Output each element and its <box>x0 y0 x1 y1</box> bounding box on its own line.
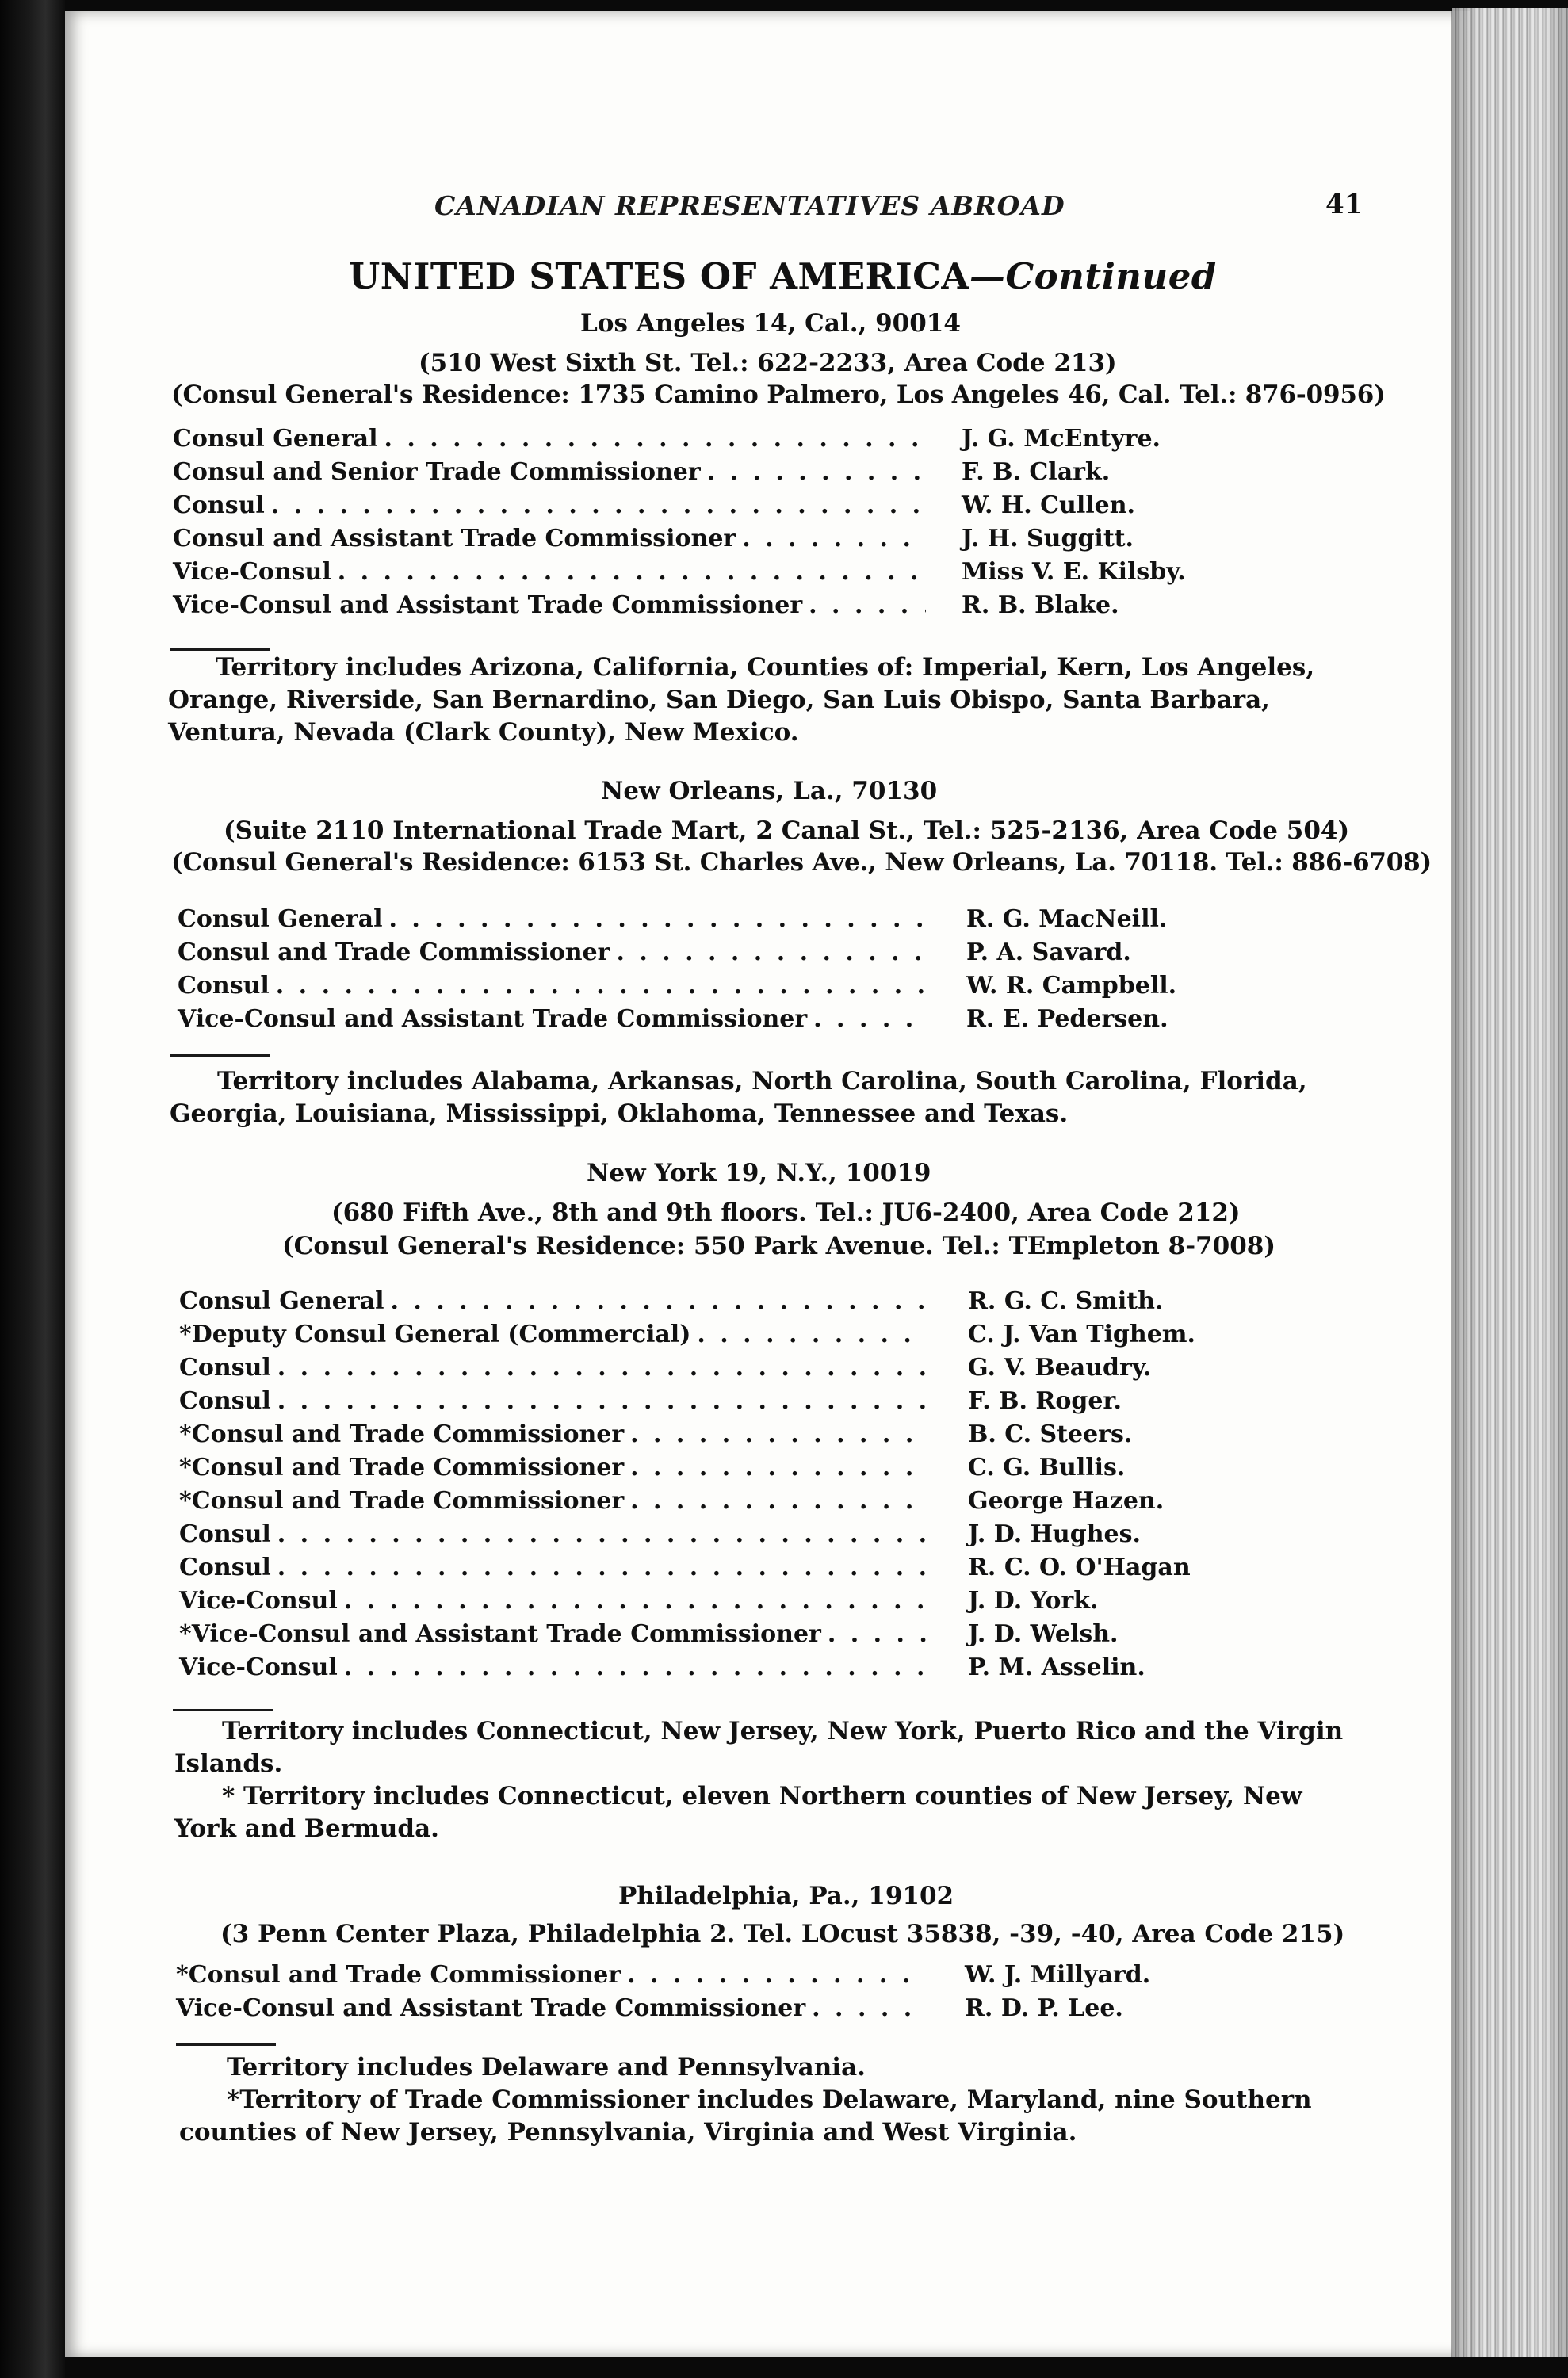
staff-row <box>179 1420 1133 1448</box>
dot-leader <box>338 558 926 586</box>
staff-row <box>179 1287 1164 1315</box>
country-name: UNITED STATES OF AMERICA <box>349 255 969 297</box>
staff-title: Vice-Consul <box>173 558 331 586</box>
dot-leader <box>630 1420 926 1448</box>
staff-row <box>173 425 1161 453</box>
dot-leader <box>277 1554 926 1581</box>
territory-note <box>179 2051 1367 2149</box>
staff-name: C. J. Van Tighem. <box>968 1321 1195 1348</box>
staff-name: George Hazen. <box>968 1487 1165 1515</box>
city-heading-new-orleans: New Orleans, La., 70130 <box>601 777 938 805</box>
dot-leader <box>276 972 926 1000</box>
staff-name: W. H. Cullen. <box>962 491 1135 519</box>
staff-name: R. B. Blake. <box>962 591 1119 619</box>
staff-name: G. V. Beaudry. <box>968 1354 1152 1382</box>
staff-name: R. D. P. Lee. <box>965 1994 1123 2022</box>
staff-row <box>179 1520 1141 1548</box>
dot-leader <box>707 458 926 486</box>
staff-title: Consul <box>179 1554 271 1581</box>
staff-row <box>176 1961 1151 1989</box>
staff-name: B. C. Steers. <box>968 1420 1133 1448</box>
staff-row <box>179 1354 1152 1382</box>
city-heading-philadelphia: Philadelphia, Pa., 19102 <box>618 1882 954 1910</box>
staff-row <box>179 1554 1191 1581</box>
staff-name: J. D. Welsh. <box>968 1620 1119 1648</box>
staff-name: C. G. Bullis. <box>968 1454 1126 1481</box>
staff-name: W. J. Millyard. <box>965 1961 1151 1989</box>
staff-row <box>178 1005 1168 1033</box>
territory-text-asterisk: *Territory of Trade Commissioner includes Delaware, Maryland, nine Southern counties of New Jersey, Pennsylvania, Virginia and West Virginia. <box>179 2086 1312 2147</box>
staff-name: J. D. Hughes. <box>968 1520 1141 1548</box>
dot-leader <box>828 1620 926 1648</box>
staff-row <box>178 972 1177 1000</box>
staff-title: Vice-Consul <box>179 1587 338 1615</box>
section-rule <box>170 648 270 651</box>
dot-leader <box>616 939 926 966</box>
city-heading-new-york: New York 19, N.Y., 10019 <box>587 1159 931 1187</box>
staff-title: Consul and Assistant Trade Commissioner <box>173 525 736 552</box>
dot-leader <box>389 905 927 933</box>
dot-leader <box>627 1961 926 1989</box>
staff-name: R. G. C. Smith. <box>968 1287 1164 1315</box>
staff-title: *Consul and Trade Commissioner <box>179 1454 625 1481</box>
section-rule <box>170 1054 270 1057</box>
staff-title: Vice-Consul and Assistant Trade Commissioner <box>176 1994 806 2022</box>
address-line: (3 Penn Center Plaza, Philadelphia 2. Tel. LOcust 35838, -39, -40, Area Code 215) <box>220 1920 1345 1948</box>
staff-row <box>178 905 1168 933</box>
staff-title: Consul <box>179 1520 271 1548</box>
staff-name: Miss V. E. Kilsby. <box>962 558 1186 586</box>
dot-leader <box>630 1487 926 1515</box>
staff-row <box>173 558 1186 586</box>
staff-row <box>173 491 1135 519</box>
staff-name: J. D. York. <box>968 1587 1099 1615</box>
territory-text: Territory includes Delaware and Pennsylvania. <box>227 2053 866 2082</box>
staff-row <box>178 939 1131 966</box>
staff-name: F. B. Roger. <box>968 1387 1122 1415</box>
dot-leader <box>697 1321 926 1348</box>
residence-line: (Consul General's Residence: 1735 Camino Palmero, Los Angeles 46, Cal. Tel.: 876-0956) <box>171 380 1386 409</box>
dot-leader <box>630 1454 926 1481</box>
staff-name: P. M. Asselin. <box>968 1654 1145 1681</box>
staff-title: Consul General <box>173 425 378 453</box>
territory-text: Territory includes Connecticut, New Jersey, New York, Puerto Rico and the Virgin Islands. <box>174 1717 1344 1778</box>
page-number: 41 <box>1325 189 1363 220</box>
staff-title: *Deputy Consul General (Commercial) <box>179 1321 691 1348</box>
staff-row <box>179 1321 1195 1348</box>
territory-text: Territory includes Alabama, Arkansas, North Carolina, South Carolina, Florida, Georgia, Louisiana, Mississippi, Oklahoma, Tennessee and Texas. <box>170 1067 1307 1128</box>
dot-leader <box>809 591 926 619</box>
staff-name: R. E. Pedersen. <box>966 1005 1168 1033</box>
staff-name: J. G. McEntyre. <box>962 425 1161 453</box>
dot-leader <box>391 1287 927 1315</box>
address-line: (510 West Sixth St. Tel.: 622-2233, Area Code 213) <box>419 349 1117 377</box>
address-line: (680 Fifth Ave., 8th and 9th floors. Tel.: JU6-2400, Area Code 212) <box>331 1199 1241 1227</box>
address-line: (Suite 2110 International Trade Mart, 2 Canal St., Tel.: 525-2136, Area Code 504) <box>224 816 1350 845</box>
territory-note <box>174 1715 1367 1845</box>
dot-leader <box>742 525 926 552</box>
staff-name: W. R. Campbell. <box>966 972 1177 1000</box>
dot-leader <box>277 1520 926 1548</box>
staff-title: Consul General <box>179 1287 384 1315</box>
running-head: CANADIAN REPRESENTATIVES ABROAD <box>434 190 1065 221</box>
staff-name: J. H. Suggitt. <box>962 525 1134 552</box>
dot-leader <box>271 491 926 519</box>
dot-leader <box>384 425 927 453</box>
staff-name: F. B. Clark. <box>962 458 1111 486</box>
staff-row <box>179 1620 1119 1648</box>
staff-name: P. A. Savard. <box>966 939 1131 966</box>
continued-label: —Continued <box>969 255 1217 297</box>
section-rule <box>176 2043 276 2046</box>
staff-row <box>179 1454 1126 1481</box>
staff-title: Consul General <box>178 905 383 933</box>
dot-leader <box>344 1654 926 1681</box>
staff-row <box>173 525 1134 552</box>
staff-title: Consul and Trade Commissioner <box>178 939 610 966</box>
staff-title: *Vice-Consul and Assistant Trade Commissioner <box>179 1620 821 1648</box>
staff-title: Consul <box>179 1387 271 1415</box>
dot-leader <box>277 1354 926 1382</box>
staff-title: Consul <box>178 972 270 1000</box>
section-rule <box>173 1709 273 1711</box>
staff-title: Consul and Senior Trade Commissioner <box>173 458 701 486</box>
country-heading <box>349 255 1217 297</box>
dot-leader <box>344 1587 926 1615</box>
dot-leader <box>812 1994 926 2022</box>
residence-line: (Consul General's Residence: 6153 St. Charles Ave., New Orleans, La. 70118. Tel.: 886-6708) <box>171 848 1432 877</box>
staff-row <box>179 1654 1145 1681</box>
staff-name: R. C. O. O'Hagan <box>968 1554 1191 1581</box>
dot-leader <box>277 1387 926 1415</box>
staff-row <box>179 1487 1165 1515</box>
staff-row <box>176 1994 1123 2022</box>
staff-title: *Consul and Trade Commissioner <box>176 1961 621 1989</box>
territory-note <box>168 652 1367 749</box>
staff-title: Vice-Consul and Assistant Trade Commissioner <box>173 591 803 619</box>
staff-title: Consul <box>179 1354 271 1382</box>
dot-leader <box>813 1005 926 1033</box>
staff-title: Vice-Consul and Assistant Trade Commissioner <box>178 1005 808 1033</box>
staff-row <box>179 1587 1099 1615</box>
territory-note <box>170 1065 1367 1130</box>
staff-name: R. G. MacNeill. <box>966 905 1168 933</box>
residence-line: (Consul General's Residence: 550 Park Avenue. Tel.: TEmpleton 8-7008) <box>282 1232 1276 1260</box>
city-heading-los-angeles: Los Angeles 14, Cal., 90014 <box>580 309 961 338</box>
staff-title: Consul <box>173 491 265 519</box>
territory-text-asterisk: * Territory includes Connecticut, eleven Northern counties of New Jersey, New York and Bermuda. <box>174 1782 1302 1843</box>
staff-row <box>179 1387 1122 1415</box>
staff-row <box>173 458 1111 486</box>
staff-title: Vice-Consul <box>179 1654 338 1681</box>
staff-title: *Consul and Trade Commissioner <box>179 1420 625 1448</box>
territory-text: Territory includes Arizona, California, Counties of: Imperial, Kern, Los Angeles, Orange, Riverside, San Bernardino, San Diego, San Luis Obispo, Santa Barbara, Ventura, Nevada (Clark County), New Mexico. <box>168 653 1315 747</box>
staff-title: *Consul and Trade Commissioner <box>179 1487 625 1515</box>
staff-row <box>173 591 1119 619</box>
